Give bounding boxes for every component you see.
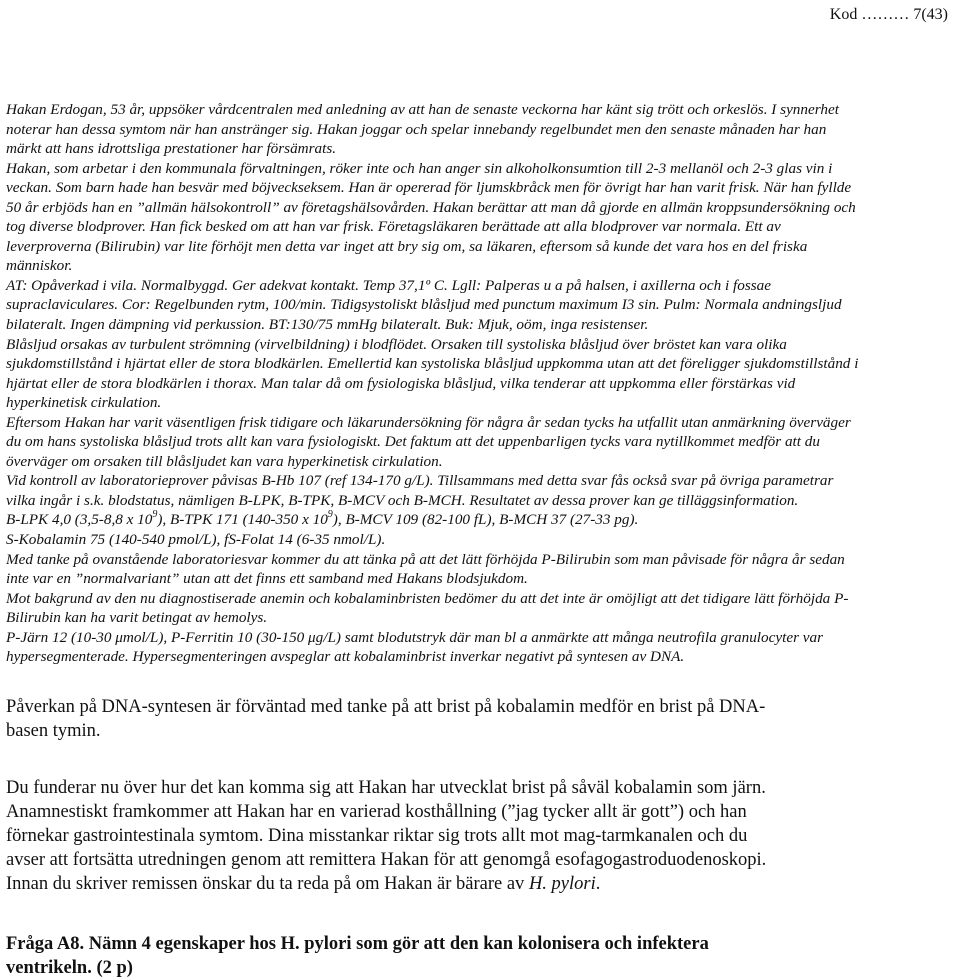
case-line: P-Järn 12 (10-30 μmol/L), P-Ferritin 10 (30-150 μg/L) samt blodutstryk där man bl a anmärkte att många neutrofila granulocyter var (6, 628, 824, 646)
mcv-mch-text: ), B-MCV 109 (82-100 fL), B-MCH 37 (27-33 pg). (332, 511, 639, 529)
case-line: 50 år erbjöds han en ”allmän hälsokontroll” av företagshälsovården. Hakan berättar att man då gjorde en allmän kroppsundersökning och (6, 198, 856, 216)
lpk-exponent: 9 (152, 509, 158, 521)
question-line: ventrikeln. (2 p) (6, 958, 133, 978)
case-line: Med tanke på ovanstående laboratoriesvar kommer du att tänka på att det lätt förhöjda P-Bilirubin som man påvisade för några år sedan (6, 550, 845, 568)
paragraph-line: avser att fortsätta utredningen genom att remittera Hakan för att genomgå esofagogastroduodenoskopi. (6, 850, 767, 870)
case-description (6, 100, 956, 667)
lab-results-line (6, 510, 956, 530)
referral-paragraph (6, 776, 950, 896)
case-line: AT: Opåverkad i vila. Normalbyggd. Ger adekvat kontakt. Temp 37,1º C. Lgll: Palperas u a på halsen, i axillerna och i fossae (6, 276, 771, 294)
paragraph-line: basen tymin. (6, 721, 101, 741)
paragraph-line: Anamnestiskt framkommer att Hakan har en varierad kosthållning (”jag tycker allt är gott”) och han (6, 802, 747, 822)
case-line: bilateralt. Ingen dämpning vid perkussion. BT:130/75 mmHg bilateralt. Buk: Mjuk, oöm, inga resistenser. (6, 316, 649, 334)
case-line: Hakan Erdogan, 53 år, uppsöker vårdcentralen med anledning av att han de senaste veckorna har känt sig trött och orkeslös. I synnerhet (6, 101, 839, 118)
organism-name: H. pylori (528, 874, 596, 894)
case-line: Hakan, som arbetar i den kommunala förvaltningen, röker inte och han anger sin alkoholkonsumtion till 2-3 mellanöl och 2-3 glas vin i (6, 159, 833, 177)
case-line: märkt att hans idrottsliga prestationer har försämrats. (6, 140, 337, 158)
case-line: veckan. Som barn hade han besvär med böjveckseksem. Han är opererad för ljumskbråck men för övrigt har han varit frisk. När han fyllde (6, 179, 852, 197)
lpk-text: B-LPK 4,0 (3,5-8,8 x 10 (6, 511, 153, 529)
case-line: hyperkinetisk cirkulation. (6, 394, 162, 412)
case-line: noterar han dessa symtom när han anstränger sig. Hakan joggar och spelar innebandy regelbundet men den senaste månaden har han (6, 120, 827, 138)
case-line: hjärtat eller de stora blodkärlen i thorax. Man talar då om fysiologiska blåsljud, vilka tenderar att uppkomma eller förstärkas vid (6, 374, 796, 392)
case-line: du om hans systoliska blåsljud trots allt kan vara fysiologiskt. Det faktum att det uppenbarligen tycks vara nytillkommet medför att du (6, 433, 820, 451)
paragraph-line: förnekar gastrointestinala symtom. Dina misstankar riktar sig trots allt mot mag-tarmkanalen och du (6, 826, 748, 846)
paragraph-line (6, 872, 950, 896)
case-line: hypersegmenterade. Hypersegmenteringen avspeglar att kobalaminbrist inverkar negativt på syntesen av DNA. (6, 648, 685, 666)
case-line: sjukdomstillstånd i hjärtat eller de stora blodkärlen. Emellertid kan systoliska blåsljud uppkomma utan att det föreligger sjukdomstillstånd i (6, 355, 859, 373)
case-line: Mot bakgrund av den nu diagnostiserade anemin och kobalaminbristen bedömer du att det inte är omöjligt att det tidigare lätt förhöjda P- (6, 589, 849, 607)
case-line: Vid kontroll av laboratorieprover påvisas B-Hb 107 (ref 134-170 g/L). Tillsammans med detta svar fås också svar på övriga parametrar (6, 472, 834, 490)
case-line: supraclaviculares. Cor: Regelbunden rytm, 100/min. Tidigsystoliskt blåsljud med punctum maximum I3 sin. Pulm: Normala andningsljud (6, 296, 842, 314)
sentence-end: . (595, 874, 601, 894)
case-line: vilka ingår i s.k. blodstatus, nämligen B-LPK, B-TPK, B-MCV och B-MCH. Resultatet av dessa prover kan ge tilläggsinformation. (6, 491, 799, 509)
page-code-header: Kod ……… 7(43) (829, 6, 948, 23)
case-line: Bilirubin kan ha varit betingat av hemolys. (6, 609, 268, 627)
case-line: Eftersom Hakan har varit väsentligen frisk tidigare och läkarundersökning för några år sedan tycks ha utfallit utan anmärkning överväger (6, 413, 851, 431)
paragraph-line: Påverkan på DNA-syntesen är förväntad med tanke på att brist på kobalamin medför en brist på DNA- (6, 697, 766, 717)
question-a8 (6, 932, 950, 980)
referral-text: Innan du skriver remissen önskar du ta reda på om Hakan är bärare av (6, 874, 529, 894)
case-line: S-Kobalamin 75 (140-540 pmol/L), fS-Folat 14 (6-35 nmol/L). (6, 531, 386, 549)
case-line: Blåsljud orsakas av turbulent strömning (virvelbildning) i blodflödet. Orsaken till systoliska blåsljud över bröstet kan vara olika (6, 335, 787, 353)
tpk-exponent: 9 (327, 509, 333, 521)
tpk-text: ), B-TPK 171 (140-350 x 10 (157, 511, 328, 529)
question-line: Fråga A8. Nämn 4 egenskaper hos H. pylori som gör att den kan kolonisera och infektera (6, 934, 709, 954)
case-line: människor. (6, 257, 73, 275)
case-line: överväger om orsaken till blåsljudet kan vara hyperkinetisk cirkulation. (6, 452, 443, 470)
case-line: inte var en ”normalvariant” utan att det finns ett samband med Hakans blodsjukdom. (6, 570, 528, 588)
case-line: leverproverna (Bilirubin) var lite förhöjt men detta var inget att bry sig om, sa läkaren, eftersom så kunde det vara hos en del friska (6, 237, 808, 255)
dna-synthesis-paragraph (6, 695, 950, 743)
case-line: tog diverse blodprover. Han fick besked om att han var frisk. Företagsläkaren berättade att alla blodprover var normala. Ett av (6, 218, 781, 236)
paragraph-line: Du funderar nu över hur det kan komma sig att Hakan har utvecklat brist på såväl kobalamin som järn. (6, 778, 766, 798)
